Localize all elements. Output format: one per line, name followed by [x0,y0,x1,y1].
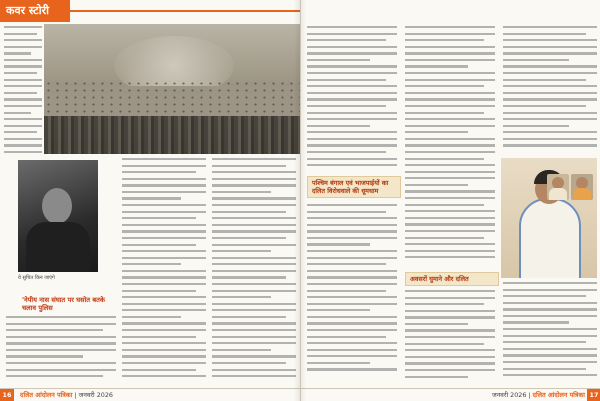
footer-month: जनवरी 2026 [78,391,113,399]
body-column-r2-lower [405,290,495,384]
body-column-r3 [503,26,597,152]
footer-title: दलित आंदोलन पत्रिका [532,391,585,399]
left-footer: 16 दलित आंदोलन पत्रिका | जनवरी 2026 [0,388,300,401]
body-column-middle [122,158,206,386]
page-number: 17 [587,389,600,401]
body-column-r1 [307,26,397,176]
footer-month: जनवरी 2026 [492,391,527,399]
mini-portrait-2 [571,174,593,200]
mini-portrait-1 [547,174,569,200]
pull-quote: 'नेपीय नास संघात पर घसोत बतके चलाव पुलिस [22,296,105,312]
footer-title: दलित आंदोलन पत्रिका [20,391,73,399]
portrait-photo [18,160,98,272]
body-column-right [212,158,296,386]
street-violence-photo [44,24,300,154]
body-column-r2 [405,26,495,270]
body-column-r3-lower [503,282,597,384]
body-column-top-left [4,26,42,154]
body-column-bottom-left [6,316,116,386]
right-footer: जनवरी 2026 | दलित आंदोलन पत्रिका 17 [301,388,600,401]
box-heading-left: पश्चिम बंगाल एवं भाजपाईयों का दलित विरोधवाले की धूमधाम [307,176,401,198]
page-number: 16 [0,389,14,401]
box-heading-right: अवसरों घुमाने और दलित [405,272,499,286]
section-tag: कवर स्टोरी [0,0,70,22]
portrait-caption: ये सुचित किन जाएंगे [18,275,55,281]
section-rule [64,10,300,12]
body-column-r1-lower [307,204,397,384]
right-page [300,0,600,401]
